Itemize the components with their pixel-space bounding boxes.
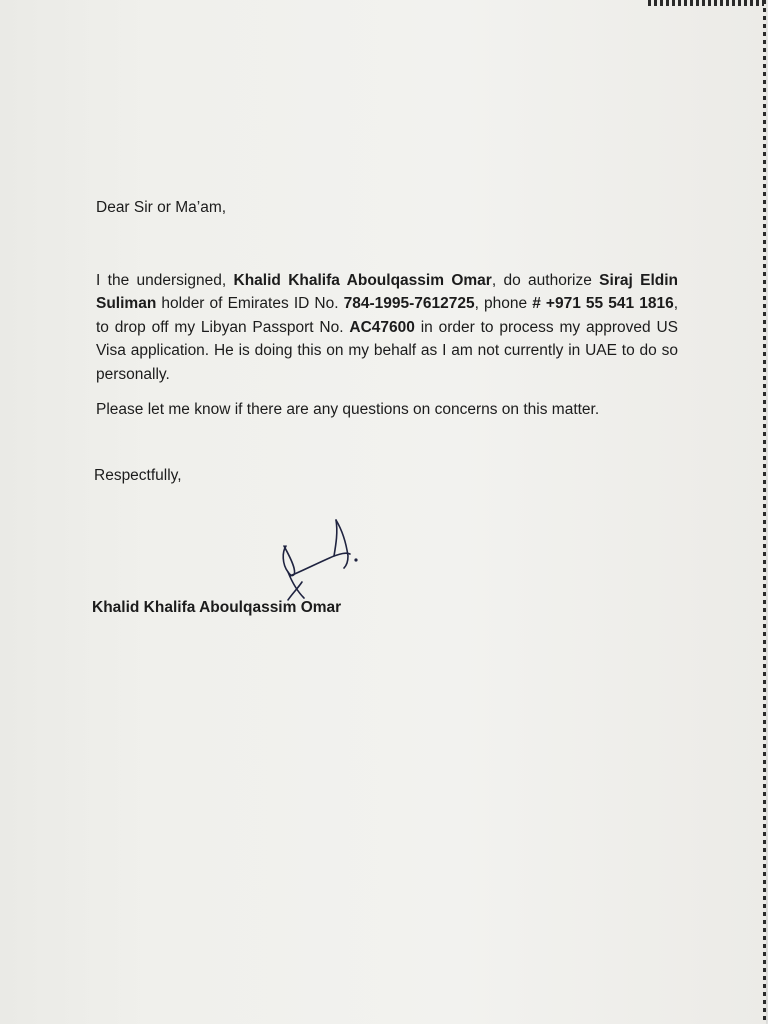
closing-question: Please let me know if there are any questions on concerns on this matter.: [96, 401, 600, 418]
authorization-paragraph: [96, 269, 678, 387]
phone-number: # +971 55 541 1816: [532, 295, 674, 312]
agent-name: Siraj Eldin Suliman: [96, 271, 679, 312]
perforation-top: [648, 0, 764, 6]
closing: Respectfully,: [94, 467, 182, 484]
signer-name-inline: Khalid Khalifa Aboulqassim Omar: [233, 271, 492, 289]
body-text: I the undersigned,: [96, 271, 234, 289]
body-text: in order to process my approved US Visa application. He is doing this on my behalf as I am not currently in UAE to do so personally.: [96, 318, 678, 383]
body-text: , to drop off my Libyan Passport No.: [96, 295, 678, 336]
emirates-id: 784-1995-7612725: [343, 295, 475, 312]
letter-body: [96, 196, 678, 422]
body-text: , do authorize: [491, 271, 600, 289]
body-text: , phone: [474, 295, 533, 312]
body-text: holder of Emirates ID No.: [156, 295, 344, 312]
signer-name: Khalid Khalifa Aboulqassim Omar: [92, 599, 342, 616]
perforation-right: [763, 0, 766, 1024]
signature-icon: [276, 512, 366, 604]
passport-number: AC47600: [349, 318, 415, 336]
salutation: Dear Sir or Ma’am,: [96, 199, 227, 216]
